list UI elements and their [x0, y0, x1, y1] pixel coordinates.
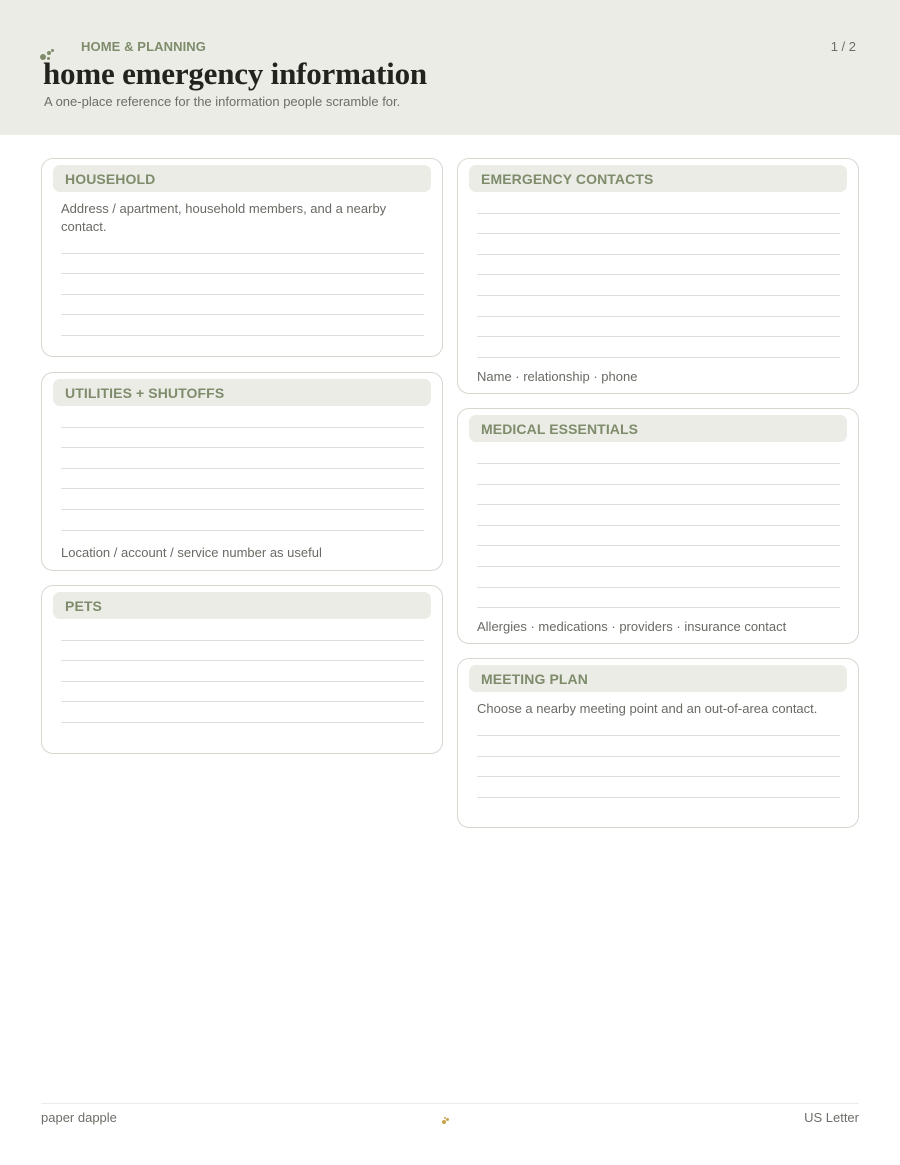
section-header [469, 165, 847, 192]
section-header [469, 415, 847, 442]
write-line[interactable] [61, 468, 424, 469]
write-line[interactable] [477, 566, 840, 567]
section-title: HOUSEHOLD [65, 171, 156, 187]
write-line[interactable] [61, 701, 424, 702]
write-line[interactable] [477, 797, 840, 798]
medical-essentials-card [457, 408, 859, 644]
utilities-card [41, 372, 443, 571]
write-line[interactable] [477, 545, 840, 546]
section-title: PETS [65, 598, 102, 614]
write-line[interactable] [477, 357, 840, 358]
write-line[interactable] [477, 607, 840, 608]
section-header [53, 165, 431, 192]
section-header [53, 592, 431, 619]
write-line[interactable] [61, 660, 424, 661]
write-line[interactable] [61, 722, 424, 723]
write-line[interactable] [61, 447, 424, 448]
write-line[interactable] [477, 295, 840, 296]
write-line[interactable] [477, 525, 840, 526]
write-line[interactable] [477, 484, 840, 485]
section-note: Choose a nearby meeting point and an out-of-area contact. [477, 701, 818, 716]
section-title: MEETING PLAN [481, 671, 588, 687]
write-line[interactable] [477, 587, 840, 588]
section-note: Location / account / service number as useful [61, 545, 322, 560]
section-note: Address / apartment, household members, and a nearby contact. [61, 201, 387, 234]
write-line[interactable] [477, 274, 840, 275]
write-line[interactable] [61, 294, 424, 295]
write-line[interactable] [477, 504, 840, 505]
write-line[interactable] [477, 336, 840, 337]
page-header [0, 0, 900, 135]
page-title: home emergency information [43, 56, 427, 91]
category-label: HOME & PLANNING [81, 39, 206, 54]
section-title: UTILITIES + SHUTOFFS [65, 385, 225, 401]
write-line[interactable] [477, 756, 840, 757]
write-line[interactable] [477, 735, 840, 736]
meeting-plan-card [457, 658, 859, 828]
write-line[interactable] [477, 254, 840, 255]
write-line[interactable] [61, 681, 424, 682]
footer-divider [41, 1103, 859, 1104]
write-line[interactable] [61, 253, 424, 254]
write-line[interactable] [61, 335, 424, 336]
footer-brand: paper dapple [41, 1110, 117, 1125]
section-note: Allergies · medications · providers · insurance contact [477, 619, 787, 634]
emergency-contacts-card [457, 158, 859, 394]
household-card [41, 158, 443, 357]
pets-card [41, 585, 443, 754]
write-line[interactable] [61, 509, 424, 510]
write-line[interactable] [477, 463, 840, 464]
section-header [469, 665, 847, 692]
write-line[interactable] [477, 233, 840, 234]
section-header [53, 379, 431, 406]
write-line[interactable] [61, 273, 424, 274]
write-line[interactable] [61, 530, 424, 531]
section-note: Name · relationship · phone [477, 369, 638, 384]
write-line[interactable] [61, 640, 424, 641]
write-line[interactable] [61, 314, 424, 315]
write-line[interactable] [61, 427, 424, 428]
footer-paper-size: US Letter [804, 1110, 859, 1125]
brand-mark-icon [442, 1117, 450, 1125]
write-line[interactable] [477, 316, 840, 317]
write-line[interactable] [61, 488, 424, 489]
page-subtitle: A one-place reference for the information people scramble for. [44, 94, 401, 109]
write-line[interactable] [477, 776, 840, 777]
write-line[interactable] [477, 213, 840, 214]
section-title: MEDICAL ESSENTIALS [481, 421, 639, 437]
section-title: EMERGENCY CONTACTS [481, 171, 654, 187]
page-indicator: 1 / 2 [830, 39, 856, 54]
